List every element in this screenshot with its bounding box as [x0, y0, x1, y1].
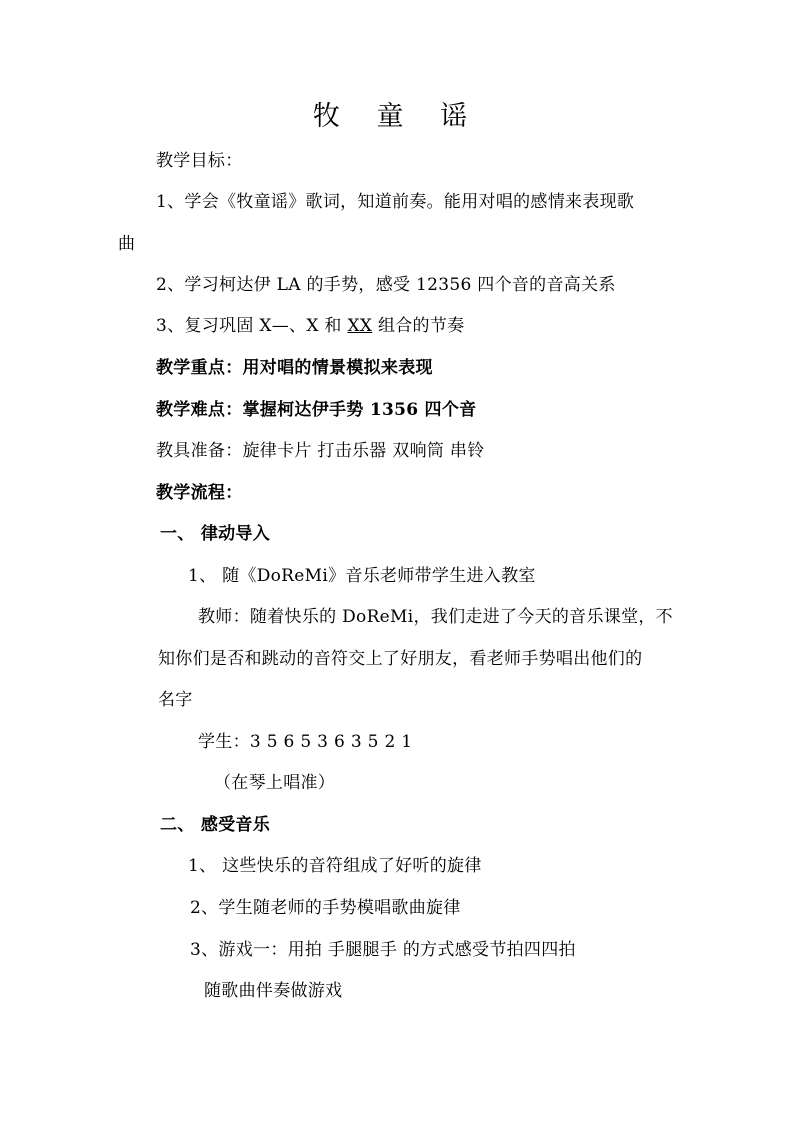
section-2-step-2: 2、学生随老师的手势模唱歌曲旋律 — [190, 898, 461, 918]
teacher-line-1: 教师：随着快乐的 DoReMi，我们走进了今天的音乐课堂，不 — [198, 607, 673, 627]
student-notes: 学生：3 5 6 5 3 6 3 5 2 1 — [198, 732, 413, 752]
objective-1: 1、学会《牧童谣》歌词，知道前奏。能用对唱的感情来表现歌 — [156, 192, 635, 212]
objective-3-rhythm: XX — [347, 316, 373, 336]
section-2-step-3: 3、游戏一：用拍 手腿腿手 的方式感受节拍四四拍 — [190, 940, 576, 960]
difficulty: 教学难点：掌握柯达伊手势 1356 四个音 — [156, 400, 477, 420]
section-1-heading: 一、 律动导入 — [160, 524, 271, 544]
process-heading: 教学流程： — [156, 483, 243, 503]
objective-1-continuation: 曲 — [118, 234, 136, 254]
materials: 教具准备：旋律卡片 打击乐器 双响筒 串铃 — [156, 441, 485, 461]
objective-2: 2、学习柯达伊 LA 的手势，感受 12356 四个音的音高关系 — [156, 275, 616, 295]
piano-note: （在琴上唱准） — [214, 773, 336, 793]
teacher-line-3: 名字 — [158, 690, 193, 710]
key-point: 教学重点：用对唱的情景模拟来表现 — [156, 358, 433, 378]
objectives-heading: 教学目标： — [156, 151, 243, 171]
section-2-heading: 二、 感受音乐 — [160, 815, 271, 835]
document-title: 牧 童 谣 — [312, 101, 482, 132]
objective-3-suffix: 组合的节奏 — [372, 316, 465, 336]
teacher-line-2: 知你们是否和跳动的音符交上了好朋友，看老师手势唱出他们的 — [158, 649, 643, 669]
section-1-step-1: 1、 随《DoReMi》音乐老师带学生进入教室 — [188, 566, 536, 586]
objective-3-prefix: 3、复习巩固 X—、X 和 — [156, 316, 348, 336]
objective-3 — [156, 315, 464, 337]
section-2-step-1: 1、 这些快乐的音符组成了好听的旋律 — [188, 856, 482, 876]
section-2-step-3-continuation: 随歌曲伴奏做游戏 — [204, 981, 343, 1001]
